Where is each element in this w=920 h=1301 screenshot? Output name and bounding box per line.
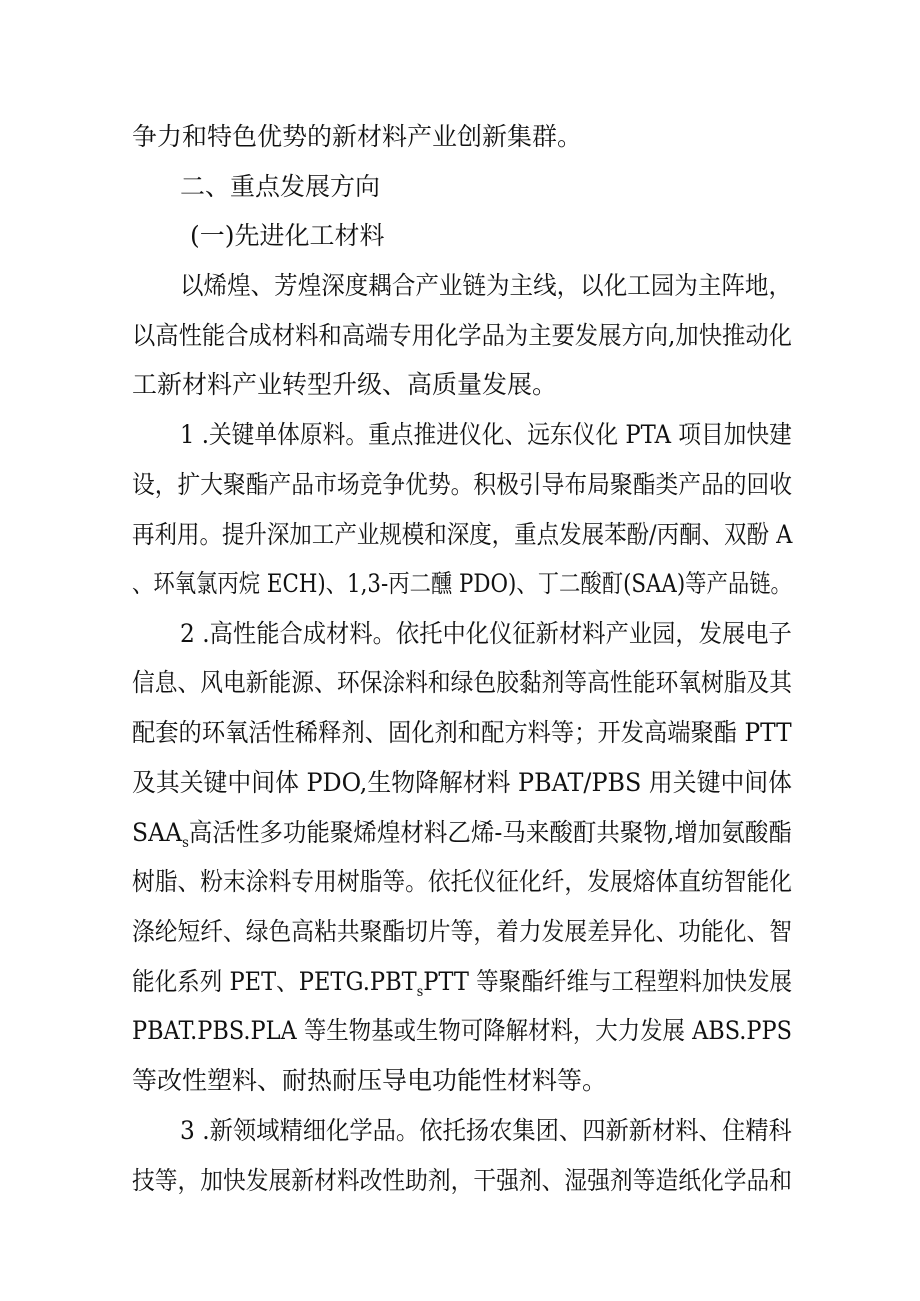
text-line: 、环氧氯丙烷 ECH)、1,3-丙二醺 PDO)、丁二酸酊(SAA)等产品链。 [132,569,792,598]
text-line-pet-rest: PTT 等聚酯纤维与工程塑料加快发展 [423,967,793,996]
text-line: 设，扩大聚酯产品市场竞争优势。积极引导布局聚酯类产品的回收 [132,470,793,499]
text-line: 涤纶短纤、绿色高粘共聚酯切片等，着力发展差异化、功能化、智 [132,917,793,946]
text-line: 以高性能合成材料和高端专用化学品为主要发展方向,加快推动化 [132,321,792,350]
text-line: 2 .高性能合成材料。依托中化仪征新材料产业园，发展电子 [180,619,792,648]
text-line-saa [132,818,792,851]
subscript-s: s [416,984,424,1000]
text-line: 及其关键中间体 PDO,生物降解材料 PBAT/PBS 用关键中间体 [132,768,792,797]
section-heading: 二、重点发展方向 [180,172,381,201]
text-line: 工新材料产业转型升级、高质量发展。 [132,370,558,399]
subscript-s: s [182,835,189,851]
text-line: 树脂、粉末涂料专用树脂等。依托仪征化纤，发展熔体直纺智能化 [132,867,793,896]
text-line: 再利用。提升深加工产业规模和深度，重点发展苯酚/丙酮、双酚 A [132,520,793,549]
text-line: PBAT.PBS.PLA 等生物基或生物可降解材料，大力发展 ABS.PPS [132,1016,792,1045]
text-line-pet [132,967,793,1000]
text-line: 配套的环氧活性稀释剂、固化剂和配方料等；开发高端聚酯 PTT [132,718,792,747]
text-line: 1 .关键单体原料。重点推进仪化、远东仪化 PTA 项目加快建 [180,420,792,449]
text-line: 技等，加快发展新材料改性助剂，干强剂、湿强剂等造纸化学品和 [132,1166,793,1195]
subsection-heading: (一)先进化工材料 [190,221,385,250]
text-line-pet-first: 能化系列 PET、PETG.PBT [132,967,417,996]
text-line: 3 .新领域精细化学品。依托扬农集团、四新新材料、住精科 [180,1116,792,1145]
text-line: 争力和特色优势的新材料产业创新集群。 [132,122,583,151]
saa-term: SAA [132,818,183,847]
text-line: 以烯煌、芳煌深度耦合产业链为主线，以化工园为主阵地， [180,271,793,300]
text-line: 信息、风电新能源、环保涂料和绿色胶黏剂等高性能环氧树脂及其 [132,668,793,697]
text-line: 等改性塑料、耐热耐压导电功能性材料等。 [132,1066,608,1095]
text-line-saa-rest: 高活性多功能聚烯煌材料乙烯-马来酸酊共聚物,增加氨酸酯 [188,818,792,847]
